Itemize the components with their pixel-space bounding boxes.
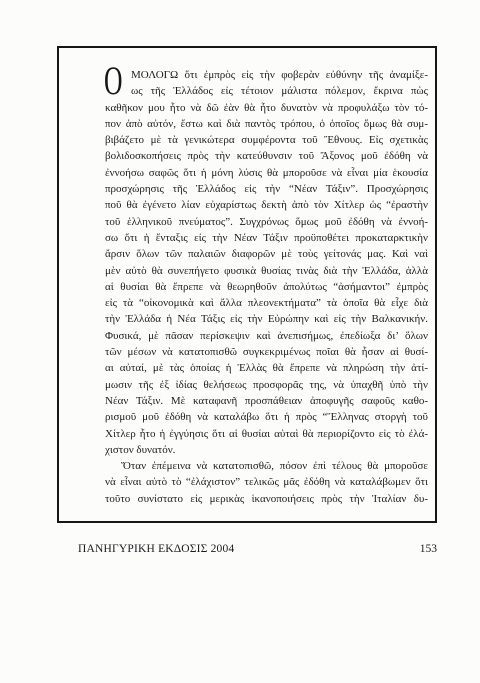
text-line [105,491,428,507]
text-line [105,377,428,393]
text-line [105,328,428,344]
text-line-content: βιβάζετο μὲ τὰ γενικώτερα συμφέροντα τοῦ Ἔθνους. Εἰς σχετικὰς [105,134,428,147]
text-line [131,67,428,83]
text-line-content: τὴν Ἑλλάδα ἡ Νέα Τάξις εἰς τὴν Εὐρώπην καὶ εἰς τὴν Βαλκανικήν. [105,313,428,326]
text-line [105,214,428,230]
text-line-content: καθῆκον μου ἦτο νὰ δῶ ἐὰν θὰ ἦτο δυνατὸν νὰ προφυλάξω τὸν τό- [105,101,428,114]
page-number: 153 [419,543,437,555]
text-line [105,295,428,311]
text-line [105,279,428,295]
text-line [105,100,428,116]
text-line [105,246,428,262]
text-line-content: εἰς τὰ “οἰκονομικὰ καὶ ἄλλα πλεονεκτήματα” τὰ ὁποῖα θὰ εἶχε διὰ [105,297,428,310]
text-line [105,442,428,458]
text-line [105,474,428,490]
text-line-content: ως τῆς Ἑλλάδος εἰς τέτοιον μάλιστα πόλεμον, ἔκρινα πὼς [131,85,428,98]
text-line [105,116,428,132]
text-line-content: τοῦτο συνίστατο εἰς μερικὰς ἱκανοποιήσεις πρὸς τὴν Ἰταλίαν δυ- [105,492,428,505]
text-line-content: αι αὐταί, μὲ τὰς ὁποίας ἡ Ἑλλὰς θὰ ἔπρεπε νὰ πληρώση τὴν ἀτί- [105,362,428,375]
text-line [105,181,428,197]
text-line-content: χιστον δυνατόν. [105,443,176,456]
text-line [105,230,428,246]
text-line-content: μὲν αὐτὸ θὰ συνεπήγετο φυσικὰ θυσίας τινὰς διὰ τὴν Ἑλλάδα, ἀλλὰ [105,264,428,277]
text-line-content: Ὅταν ἐπέμεινα νὰ κατατοπισθῶ, πόσον ἐπὶ τέλους θὰ μποροῦσε [121,460,428,473]
text-line [121,458,428,474]
text-line-content: ρισμοῦ μοῦ ἐδόθη νὰ καταλάβω ὅτι ἡ πρὸς “Ἕλληνας στοργὴ τοῦ [105,411,428,424]
text-line-content: σω ὅτι ἡ ἔνταξις εἰς τὴν Νέαν Τάξιν προϋποθέτει προκαταρκτικὴν [105,231,428,244]
body-text [105,67,428,507]
text-line [105,132,428,148]
text-line-content: νὰ εἶναι αὐτὸ τὸ “ἐλάχιστον” τελικῶς μᾶς ἐδόθη νὰ καταλάβωμεν ὅτι [105,476,428,489]
text-line [105,311,428,327]
text-line [105,344,428,360]
text-line-content: ΜΟΛΟΓΩ ὅτι ἐμπρὸς εἰς τὴν φοβερὰν εὐθύνην τῆς ἀναμίξε- [131,69,428,81]
text-line [105,409,428,425]
text-line-content: πον ἀπὸ αὐτόν, ἔστω καὶ διὰ παντὸς τρόπου, ὁ ὁποῖος ὅμως θὰ συμ- [105,117,428,130]
text-line-content: προσχώρησις τῆς Ἑλλάδος εἰς τὴν “Νέαν Τάξιν”. Προσχώρησις [105,183,428,196]
drop-cap: Ο [104,58,123,103]
text-line [105,360,428,376]
text-line-content: Φυσικά, μὲ πᾶσαν περίσκεψιν καὶ ἀνεπισήμως, ἐπεδίωξα δι’ ὅλων [105,329,428,342]
text-line-content: Νέαν Τάξιν. Μὲ καταφανῆ προσπάθειαν ἀποφυγῆς σαφοῦς καθο- [105,394,428,407]
text-line-content: ἄρσιν ὅλων τῶν παλαιῶν διαφορῶν μὲ τοὺς γείτονάς μας. Καὶ ναὶ [105,248,428,261]
text-line-content: βολιδοσκοπήσεις πρὸς τὴν κατεύθυνσιν τοῦ Ἄξονος μοῦ ἐδόθη νὰ [105,150,428,163]
running-footer-title: ΠΑΝΗΓΥΡΙΚΗ ΕΚΔΟΣΙΣ 2004 [78,543,235,555]
text-line [105,426,428,442]
text-line [105,197,428,213]
text-line-content: μωσιν τῆς ἐξ ἰδίας θελήσεως προσφορᾶς της, νὰ ὑπαχθῆ ὑπὸ τὴν [105,378,428,391]
text-line [105,393,428,409]
text-line-content: τοῦ ἑλληνικοῦ πνεύματος”. Συγχρόνως ὅμως μοῦ ἐδόθη νὰ ἐννοή- [105,215,428,228]
text-line [131,83,428,99]
text-line-content: τῶν μέσων νὰ κατατοπισθῶ συγκεκριμένως ποῖαι θὰ ἦσαν αἱ θυσί- [105,346,428,359]
text-line [105,165,428,181]
text-line-content: Χίτλερ ἦτο ἡ ἐγγύησις ὅτι αἱ θυσίαι αὐταὶ θὰ περιορίζοντο εἰς τὸ ἐλά- [105,427,428,440]
text-line [105,148,428,164]
text-line-content: ἐννοήσω σαφῶς ὅτι ἡ μόνη λύσις θὰ μποροῦσε νὰ εἶναι μία ἑκουσία [105,166,428,179]
text-line [105,263,428,279]
text-line-content: ποῦ θὰ ἐγένετο λίαν εὐχαρίστως δεκτὴ ἀπὸ τὸν Χίτλερ ὡς “ἐραστὴν [105,199,428,212]
text-line-content: αἱ θυσίαι θὰ ἔπρεπε νὰ θεωρηθοῦν ἀπολύτως “ἀσήμαντοι” ἐμπρὸς [105,280,428,293]
